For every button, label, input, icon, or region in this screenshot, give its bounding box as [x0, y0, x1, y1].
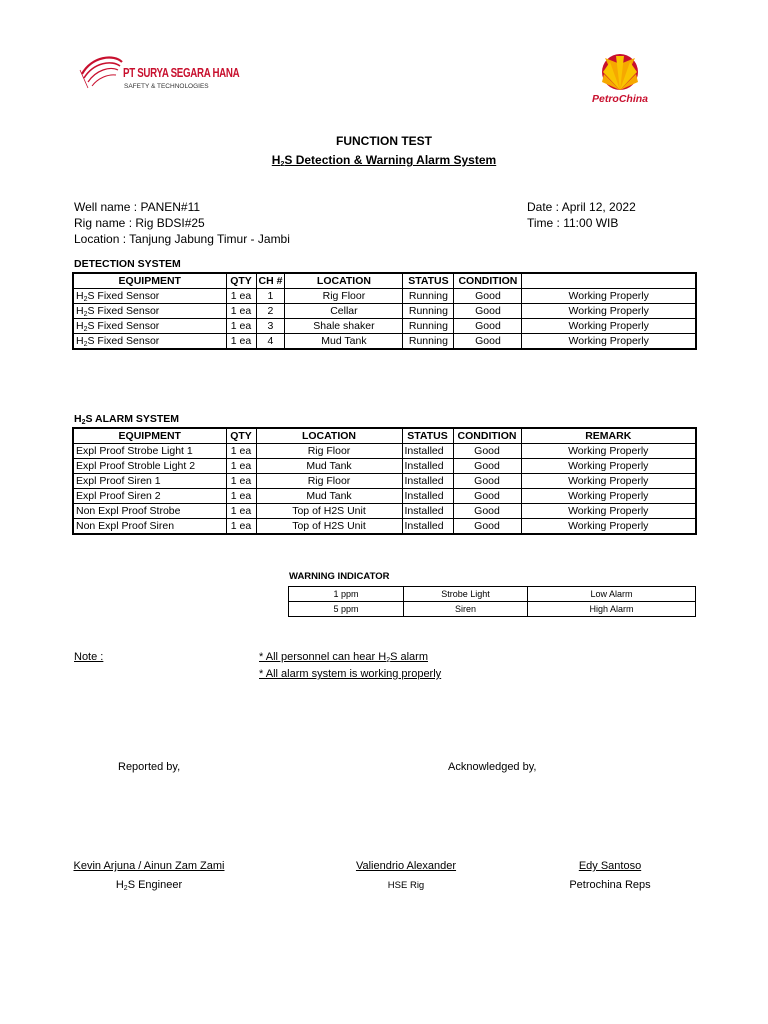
qty-cell: 1 ea	[226, 489, 256, 504]
remark-cell: Working Properly	[522, 289, 696, 304]
well-name: Well name : PANEN#11	[74, 200, 201, 214]
col-qty: QTY	[226, 428, 256, 444]
signatory-name-1: Kevin Arjuna / Ainun Zam Zami	[73, 860, 225, 872]
location-cell: Rig Floor	[256, 474, 402, 489]
ch-cell: 4	[256, 334, 285, 350]
col-location: LOCATION	[256, 428, 402, 444]
location-cell: Mud Tank	[256, 489, 402, 504]
location-cell: Top of H2S Unit	[256, 504, 402, 519]
col-condition: CONDITION	[453, 428, 521, 444]
qty-cell: 1 ea	[226, 289, 256, 304]
note-line-2: * All alarm system is working properly	[259, 668, 442, 680]
equipment-cell: Non Expl Proof Siren	[73, 519, 226, 535]
qty-cell: 1 ea	[226, 474, 256, 489]
signatory-role-1: $H_2S$ Engineer	[115, 879, 183, 892]
col-equipment: EQUIPMENT	[73, 273, 226, 289]
signatory-role-2: HSE Rig	[387, 880, 425, 891]
table-row	[73, 489, 696, 504]
status-cell: Installed	[402, 504, 453, 519]
right-logo-name: PetroChina	[591, 93, 648, 105]
equipment-cell: Expl Proof Stroble Light 2	[73, 459, 226, 474]
table-row	[73, 474, 696, 489]
table-row	[73, 519, 696, 535]
remark-cell: Working Properly	[521, 474, 696, 489]
condition-cell: Good	[453, 474, 521, 489]
equipment-cell: $H_2S$ Fixed Sensor	[73, 319, 226, 334]
remark-cell: Working Properly	[522, 304, 696, 319]
table-row	[289, 587, 696, 602]
left-logo-tagline: SAFETY & TECHNOLOGIES	[124, 83, 209, 90]
signatory-name-3: Edy Santoso	[578, 860, 642, 872]
note-line-1: * All personnel can hear $H_2S$ alarm	[259, 651, 428, 664]
remark-cell: Working Properly	[522, 334, 696, 350]
condition-cell: Good	[453, 519, 521, 535]
location-cell: Rig Floor	[285, 289, 403, 304]
col-equipment: EQUIPMENT	[73, 428, 226, 444]
swirl-logo-icon	[78, 48, 126, 96]
warning-indicator-table	[288, 586, 696, 617]
equipment-cell: Expl Proof Strobe Light 1	[73, 444, 226, 459]
page-subtitle: $H_2S$ Detection & Warning Alarm System	[271, 153, 497, 168]
condition-cell: Good	[453, 504, 521, 519]
detection-system-label: DETECTION SYSTEM	[74, 258, 181, 270]
condition-cell: Good	[454, 334, 522, 350]
status-cell: Installed	[402, 459, 453, 474]
remark-cell: Working Properly	[521, 459, 696, 474]
remark-cell: Working Properly	[521, 489, 696, 504]
location-cell: Cellar	[285, 304, 403, 319]
rig-name: Rig name : Rig BDSI#25	[74, 216, 205, 230]
qty-cell: 1 ea	[226, 519, 256, 535]
status-cell: Running	[403, 319, 454, 334]
qty-cell: 1 ea	[226, 334, 256, 350]
condition-cell: Good	[454, 319, 522, 334]
condition-cell: Good	[454, 289, 522, 304]
level-cell: Low Alarm	[528, 587, 696, 602]
table-row	[73, 289, 696, 304]
table-header-row	[73, 428, 696, 444]
left-logo-brand: PT SURYA SEGARA HANA	[123, 66, 240, 80]
signatory-name-2: Valiendrio Alexander	[355, 860, 457, 872]
status-cell: Installed	[402, 444, 453, 459]
col-condition: CONDITION	[454, 273, 522, 289]
acknowledged-by-label: Acknowledged by,	[448, 761, 537, 773]
table-row	[73, 334, 696, 350]
ppm-cell: 5 ppm	[289, 602, 404, 617]
col-location: LOCATION	[285, 273, 403, 289]
equipment-cell: $H_2S$ Fixed Sensor	[73, 289, 226, 304]
date: Date : April 12, 2022	[527, 200, 636, 214]
equipment-cell: Expl Proof Siren 1	[73, 474, 226, 489]
table-row	[73, 319, 696, 334]
remark-cell: Working Properly	[521, 504, 696, 519]
condition-cell: Good	[453, 489, 521, 504]
status-cell: Installed	[402, 519, 453, 535]
remark-cell: Working Properly	[521, 519, 696, 535]
status-cell: Installed	[402, 474, 453, 489]
qty-cell: 1 ea	[226, 444, 256, 459]
surya-segara-hana-logo	[78, 48, 240, 96]
equipment-cell: $H_2S$ Fixed Sensor	[73, 334, 226, 350]
qty-cell: 1 ea	[226, 304, 256, 319]
ppm-cell: 1 ppm	[289, 587, 404, 602]
device-cell: Strobe Light	[404, 587, 528, 602]
reported-by-label: Reported by,	[118, 761, 181, 773]
signatory-role-3: Petrochina Reps	[569, 879, 651, 891]
table-row	[73, 504, 696, 519]
col-ch: CH #	[256, 273, 285, 289]
page-title: FUNCTION TEST	[336, 134, 432, 148]
device-cell: Siren	[404, 602, 528, 617]
equipment-cell: $H_2S$ Fixed Sensor	[73, 304, 226, 319]
level-cell: High Alarm	[528, 602, 696, 617]
col-remark: REMARK	[521, 428, 696, 444]
remark-cell: Working Properly	[521, 444, 696, 459]
ch-cell: 2	[256, 304, 285, 319]
qty-cell: 1 ea	[226, 504, 256, 519]
ch-cell: 1	[256, 289, 285, 304]
table-row	[73, 444, 696, 459]
table-header-row	[73, 273, 696, 289]
col-status: STATUS	[402, 428, 453, 444]
status-cell: Running	[403, 304, 454, 319]
location-cell: Rig Floor	[256, 444, 402, 459]
condition-cell: Good	[453, 444, 521, 459]
condition-cell: Good	[453, 459, 521, 474]
qty-cell: 1 ea	[226, 319, 256, 334]
location-cell: Shale shaker	[285, 319, 403, 334]
col-status: STATUS	[403, 273, 454, 289]
equipment-cell: Expl Proof Siren 2	[73, 489, 226, 504]
location-cell: Top of H2S Unit	[256, 519, 402, 535]
alarm-table	[72, 427, 697, 535]
petrochina-sun-icon	[572, 52, 668, 94]
col-qty: QTY	[226, 273, 256, 289]
location-cell: Mud Tank	[285, 334, 403, 350]
note-label: Note :	[74, 651, 104, 663]
qty-cell: 1 ea	[226, 459, 256, 474]
location: Location : Tanjung Jabung Timur - Jambi	[74, 232, 290, 246]
detection-table	[72, 272, 697, 350]
alarm-system-label: $H_2S$ ALARM SYSTEM	[74, 413, 180, 426]
equipment-cell: Non Expl Proof Strobe	[73, 504, 226, 519]
status-cell: Running	[403, 334, 454, 350]
location-cell: Mud Tank	[256, 459, 402, 474]
remark-cell: Working Properly	[522, 319, 696, 334]
condition-cell: Good	[454, 304, 522, 319]
table-row	[73, 459, 696, 474]
table-row	[289, 602, 696, 617]
petrochina-logo	[572, 52, 668, 104]
warning-indicator-label: WARNING INDICATOR	[289, 571, 390, 582]
col-remark	[522, 273, 696, 289]
table-row	[73, 304, 696, 319]
status-cell: Running	[403, 289, 454, 304]
time: Time : 11:00 WIB	[527, 216, 619, 230]
status-cell: Installed	[402, 489, 453, 504]
ch-cell: 3	[256, 319, 285, 334]
